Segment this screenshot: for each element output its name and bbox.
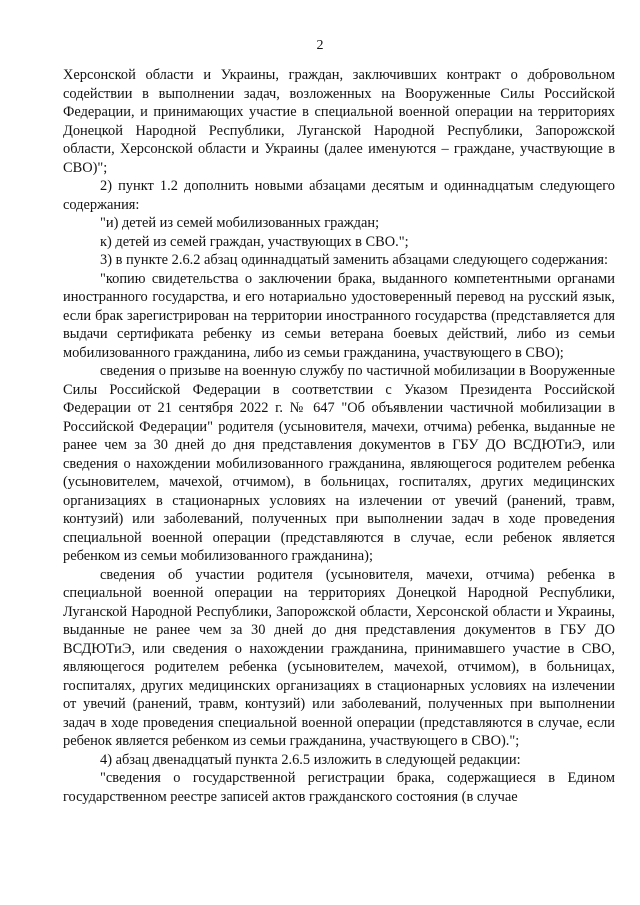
paragraph-subitem-i: "и) детей из семей мобилизованных граждан; (100, 215, 380, 231)
paragraph-item-4: 4) абзац двенадцатый пункта 2.6.5 изложить в следующей редакции: (100, 751, 521, 768)
paragraph-continuation: Херсонской области и Украины, граждан, заключивших контракт о добровольном содействии в выполнении задач, возложенных на Вооруженные Силы Российской Федерации, и принимающих участие в специальной военной операции на территориях Донецкой Народной Республики, Луганской Народной Республики, Запорожской области, Херсонской области и Украины (далее именуются – граждане, участвующие в СВО)"; (63, 67, 615, 176)
page-number: 2 (316, 38, 324, 53)
paragraph-item-2: 2) пункт 1.2 дополнить новыми абзацами десятым и одиннадцатым следующего содержания: (63, 178, 615, 213)
paragraph-marriage-registration: "сведения о государственной регистрации брака, содержащиеся в Едином государственном реестре записей актов гражданского состояния (в случае (63, 770, 615, 805)
paragraph-marriage-certificate: "копию свидетельства о заключении брака, выданного компетентными органами иностранного государства, и его нотариально удостоверенный перевод на русский язык, если брак зарегистрирован на территории иностранного государства (представляется для выдачи сертификата ребенку из семьи ветерана боевых действий, либо из семьи мобилизованного гражданина, либо из семьи гражданина, участвующего в СВО); (63, 270, 615, 361)
paragraph-item-3: 3) в пункте 2.6.2 абзац одиннадцатый заменить абзацами следующего содержания: (100, 252, 608, 268)
document-body (63, 66, 615, 806)
paragraph-svo-participation: сведения об участии родителя (усыновителя, мачехи, отчима) ребенка в специальной военной операции на территориях Донецкой Народной Республики, Луганской Народной Республики, Запорожской области, Херсонской области и Украины, выданные не ранее чем за 30 дней до дня представления документов в ГБУ ДО ВСДЮТиЭ, или сведения о нахождении гражданина, принимавшего участие в СВО, являющегося родителем ребенка (усыновителем, мачехой, отчимом), в больницах, госпиталях, других медицинских организациях в стационарных условиях на излечении от увечий (ранений, травм, контузий) или заболеваний, полученных при выполнении задач в ходе проведения специальной военной операции (представляются в случае, если ребенок является ребенком из семьи гражданина, участвующего в СВО)."; (63, 566, 615, 749)
paragraph-subitem-k: к) детей из семей граждан, участвующих в СВО."; (100, 233, 409, 250)
paragraph-mobilization-info: сведения о призыве на военную службу по частичной мобилизации в Вооруженные Силы Российской Федерации в соответствии с Указом Президента Российской Федерации от 21 сентября 2022 г. № 647 "Об объявлении частичной мобилизации в Российской Федерации" родителя (усыновителя, мачехи, отчима) ребенка, выданные не ранее чем за 30 дней до дня представления документов в ГБУ ДО ВСДЮТиЭ, или сведения о нахождении мобилизованного гражданина, являющегося родителем ребенка (усыновителем, мачехой, отчимом), в больницах, госпиталях, других медицинских организациях в стационарных условиях на излечении от увечий (ранений, травм, контузий) или заболеваний, полученных при выполнении задач в ходе проведения специальной военной операции (представляются в случае, если ребенок является ребенком из семьи мобилизованного гражданина); (63, 363, 615, 564)
